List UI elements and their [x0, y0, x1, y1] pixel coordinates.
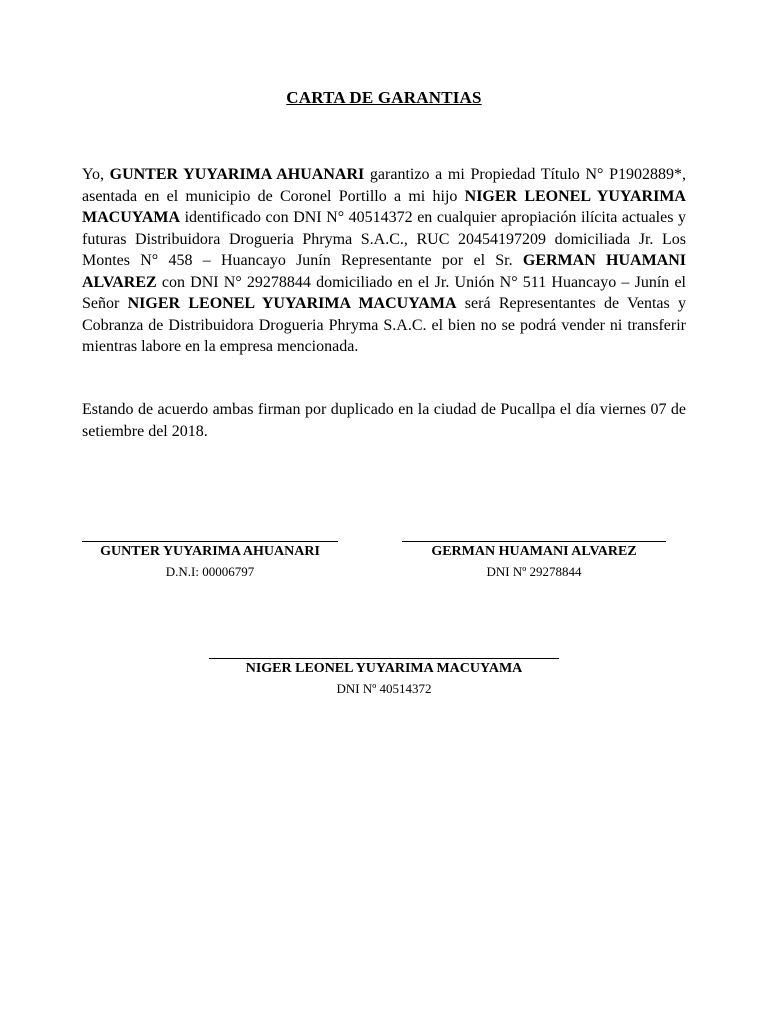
paragraph-segment: será Representantes de Ventas y Cobranza de Distribuidora Drogueria Phryma S.A.C. el bien no se podrá vender ni transferir mientras labore en la empresa mencionada. — [82, 295, 687, 355]
signature-line — [402, 541, 666, 542]
signatory-id: D.N.I: 00006797 — [165, 564, 255, 579]
paragraph-segment: Yo, — [82, 166, 110, 183]
signature-line — [82, 541, 338, 542]
paragraph-segment: identificado con DNI N° 40514372 en cualquier apropiación ilícita actuales y futuras Distribuidora Drogueria Phryma S.A.C., RUC 20454197209 domiciliada Jr. Los Montes N° 458 – Huancayo Junín Representante por el Sr. — [82, 209, 686, 269]
signature-block-gunter — [82, 541, 338, 580]
signatory-name: NIGER LEONEL YUYARIMA MACUYAMA — [245, 661, 523, 676]
paragraph-segment: con DNI N° 29278844 domiciliado en el Jr. Unión N° 511 Huancayo – Junín el Señor — [82, 273, 686, 312]
guarantor-name: GUNTER YUYARIMA AHUANARI — [109, 166, 365, 183]
paragraph-segment: garantizo a mi Propiedad Título N° P1902889*, asentada en el municipio de Coronel Portillo a mi hijo — [82, 166, 687, 205]
document-title: CARTA DE GARANTIAS — [286, 88, 482, 107]
signatory-name: GUNTER YUYARIMA AHUANARI — [100, 544, 320, 559]
signature-block-niger — [209, 658, 559, 697]
son-name: NIGER LEONEL YUYARIMA MACUYAMA — [82, 187, 686, 226]
signature-block-german — [402, 541, 666, 580]
guarantee-paragraph — [82, 164, 686, 358]
representative-name: GERMAN HUAMANI ALVAREZ — [82, 252, 687, 291]
signatory-id: DNI Nº 40514372 — [336, 681, 432, 696]
signatory-id: DNI Nº 29278844 — [486, 564, 582, 579]
signatory-name: GERMAN HUAMANI ALVAREZ — [431, 544, 637, 559]
agreement-paragraph: Estando de acuerdo ambas firman por duplicado en la ciudad de Pucallpa el día viernes 07 de setiembre del 2018. — [82, 401, 686, 440]
signature-line — [209, 658, 559, 659]
son-name-repeat: NIGER LEONEL YUYARIMA MACUYAMA — [127, 295, 457, 312]
